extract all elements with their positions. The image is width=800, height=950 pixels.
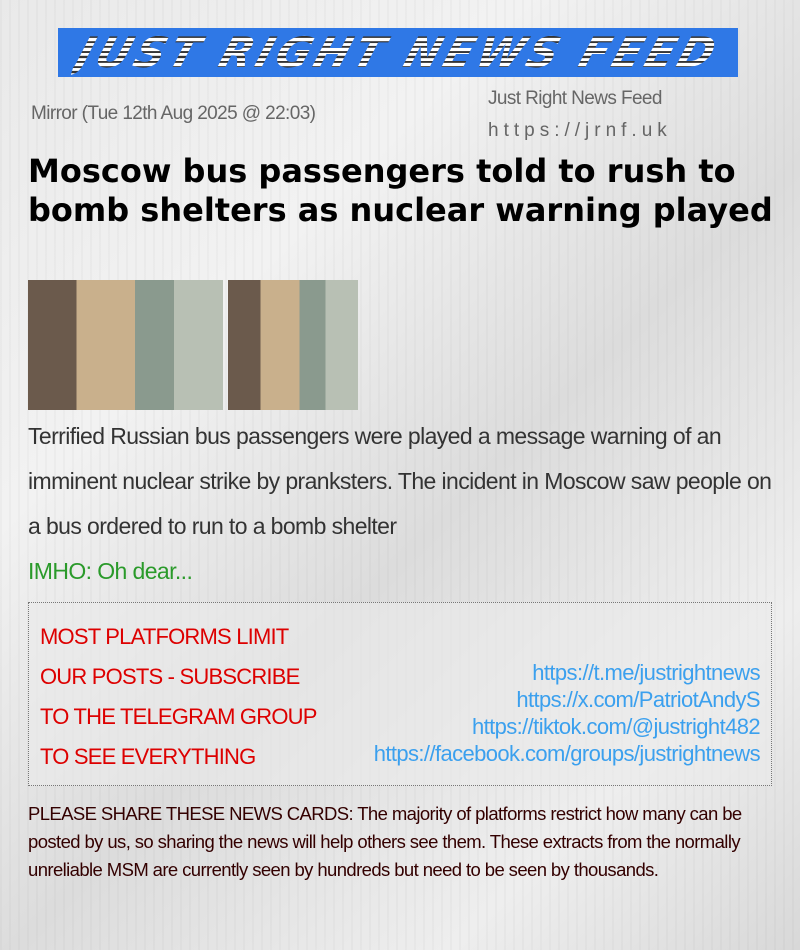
share-notice: PLEASE SHARE THESE NEWS CARDS: The majority of platforms restrict how many can be posted by us, so sharing the news will help others see them. These extracts from the normally unreliable MSM are currently seen by hundreds but need to be seen by thousands. [28, 803, 742, 880]
subscribe-box [28, 602, 772, 786]
subscribe-line: TO SEE EVERYTHING [40, 744, 256, 769]
subscribe-line: MOST PLATFORMS LIMIT [40, 624, 289, 649]
article-summary: Terrified Russian bus passengers were played a message warning of an imminent nuclear strike by pranksters. The incident in Moscow saw people on a bus ordered to run to a bomb shelter [28, 423, 772, 539]
imho-comment: IMHO: Oh dear... [28, 558, 193, 584]
social-links [374, 659, 760, 767]
tiktok-link[interactable]: https://tiktok.com/@justright482 [471, 714, 760, 739]
telegram-link[interactable]: https://t.me/justrightnews [532, 660, 760, 685]
facebook-link[interactable]: https://facebook.com/groups/justrightnews [373, 741, 760, 766]
x-link[interactable]: https://x.com/PatriotAndyS [516, 687, 760, 712]
subscribe-line: OUR POSTS - SUBSCRIBE [40, 664, 300, 689]
brand-name: Just Right News Feed [488, 88, 662, 109]
article-image-1 [28, 280, 223, 410]
brand-url: https://jrnf.uk [488, 120, 672, 141]
headline: Moscow bus passengers told to rush to bomb shelters as nuclear warning played [28, 152, 773, 229]
article-image-2 [228, 280, 358, 410]
subscribe-message [40, 617, 317, 777]
subscribe-line: TO THE TELEGRAM GROUP [40, 704, 317, 729]
logo-text: JUST RIGHT NEWS FEED [69, 28, 727, 77]
logo-banner [58, 28, 738, 77]
article-source: Mirror (Tue 12th Aug 2025 @ 22:03) [31, 103, 316, 124]
